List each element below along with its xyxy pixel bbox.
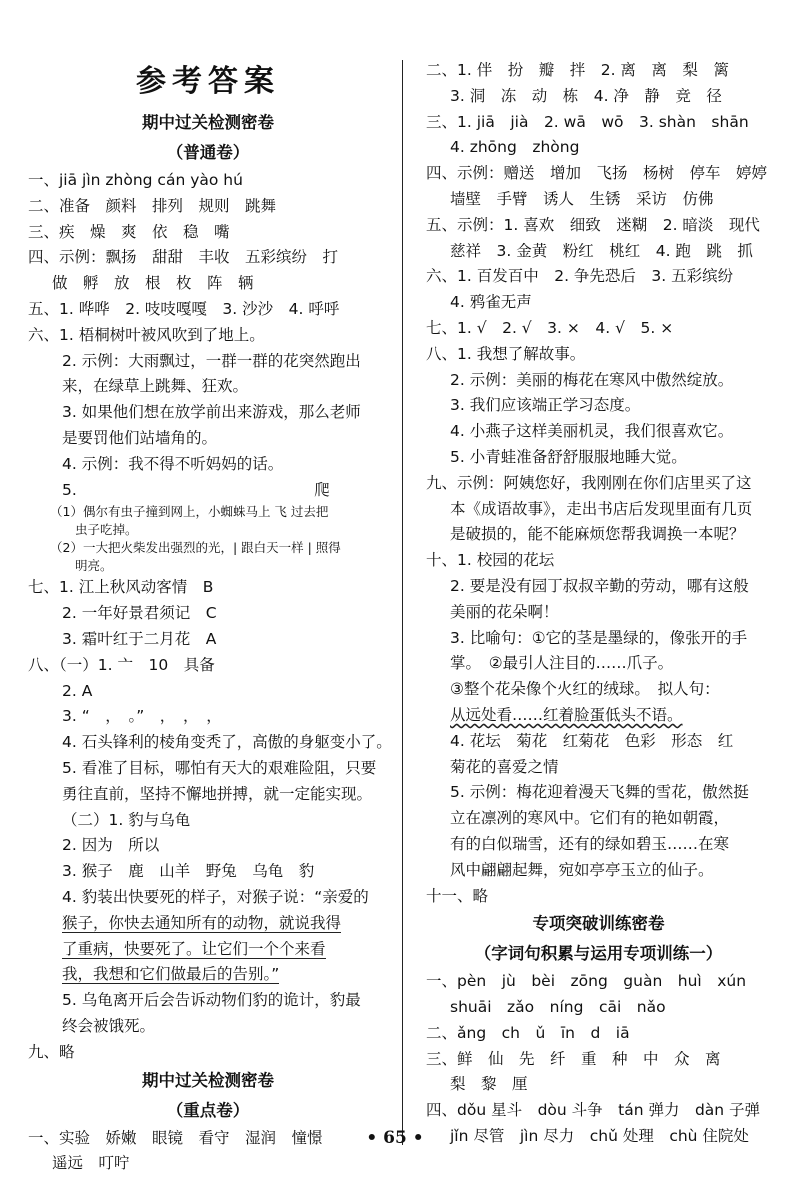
left-answers [28, 108, 392, 1177]
answer-line: （二）1. 豹与乌龟 [62, 810, 191, 829]
answer-line: 5. 爬 [62, 480, 330, 499]
answer-line: 4. 小燕子这样美丽机灵，我们很喜欢它。 [450, 422, 734, 441]
answer-line: 猴子，你快去通知所有的动物，就说我得 [62, 913, 342, 932]
section-title: 期中过关检测密卷 [142, 113, 274, 132]
answer-line: 五、1. 哗哗 2. 吱吱嘎嘎 3. 沙沙 4. 呼呼 [28, 299, 340, 318]
answer-line: 5. 小青蛙准备舒舒服服地睡大觉。 [450, 447, 687, 466]
answer-line: 美丽的花朵啊！ [450, 602, 559, 621]
answer-line: 六、1. 梧桐树叶被风吹到了地上。 [28, 325, 265, 344]
left-column [28, 58, 392, 1177]
answer-line: 勇往直前，坚持不懈地拼搏，就一定能实现。 [62, 784, 373, 803]
answer-line: 做 孵 放 根 枚 阵 辆 [52, 274, 254, 293]
answer-line: 3. 猴子 鹿 山羊 野兔 乌龟 豹 [62, 862, 315, 881]
answer-line: 遥远 叮咛 [52, 1154, 130, 1173]
answer-line: 立在凛冽的寒风中。它们有的艳如朝霞， [450, 809, 730, 828]
column-divider [402, 60, 403, 1145]
answer-line: 3. “ ， 。” ， ， ， [62, 707, 222, 726]
answer-line: 掌。 ②最引人注目的……爪子。 [450, 654, 674, 673]
answer-line: 慈祥 3. 金黄 粉红 桃红 4. 跑 跳 抓 [450, 241, 753, 260]
section-title: （普通卷） [166, 143, 250, 162]
answer-line: 二、准备 颜料 排列 规则 跳舞 [28, 196, 277, 215]
answer-line: 5. 乌龟离开后会告诉动物们豹的诡计，豹最 [62, 991, 361, 1010]
answer-line: 二、1. 伴 扮 瓣 拌 2. 离 离 梨 篱 [426, 61, 729, 79]
answer-line: 十一、略 [426, 886, 489, 905]
answer-line: 三、1. jiā jià 2. wā wō 3. shàn shān [426, 112, 749, 131]
page-title: 参考答案 [136, 64, 280, 99]
answer-line: 二、ǎng ch ǔ īn d iā [426, 1023, 630, 1042]
answer-subline: 明亮。 [50, 558, 113, 574]
answer-line: 十、1. 校园的花坛 [426, 551, 555, 570]
answer-line: 九、略 [28, 1042, 75, 1061]
answer-line: 八、（一）1. 亠 10 具备 [28, 655, 215, 674]
answer-line: 九、示例：阿姨您好，我刚刚在你们店里买了这 [426, 473, 752, 492]
answer-line: 梨 黎 厘 [450, 1075, 528, 1094]
section-title: 期中过关检测密卷 [142, 1070, 274, 1090]
answer-line: 四、示例：赠送 增加 飞扬 杨树 停车 婷婷 [426, 164, 768, 183]
answer-line: 四、dǒu 星斗 dòu 斗争 tán 弹力 dàn 子弹 [426, 1101, 761, 1120]
answer-line: 5. 示例：梅花迎着漫天飞舞的雪花，傲然挺 [450, 783, 749, 802]
answer-line: 我，我想和它们做最后的告别。” [62, 965, 280, 984]
answer-line: 从远处看……红着脸蛋低头不语。 [450, 705, 683, 724]
answer-line: ③整个花朵像个火红的绒球。 拟人句： [450, 680, 720, 699]
answer-line: 三、疾 燥 爽 依 稳 嘴 [28, 222, 230, 241]
answer-line: 4. 石头锋利的棱角变秃了，高傲的身躯变小了。 [62, 733, 392, 752]
answer-line: 一、jiā jìn zhòng cán yào hú [28, 171, 243, 189]
answer-line: 是要罚他们站墙角的。 [62, 428, 218, 447]
answer-line: shuāi zǎo níng cāi nǎo [450, 998, 666, 1017]
answer-line: 本《成语故事》，走出书店后发现里面有几页 [450, 499, 753, 518]
answer-line: 4. 鸦雀无声 [450, 293, 532, 312]
answer-line: 墙壁 手臂 诱人 生锈 采访 仿佛 [450, 189, 714, 208]
answer-line: 4. 花坛 菊花 红菊花 色彩 形态 红 [450, 731, 734, 750]
page-number: • 65 • [366, 1128, 424, 1148]
answer-line: 2. 示例：大雨飘过，一群一群的花突然跑出 [62, 351, 361, 370]
answer-line: 3. 霜叶红于二月花 A [62, 629, 217, 648]
answer-line: 七、1. √ 2. √ 3. × 4. √ 5. × [426, 318, 674, 337]
answer-line: 风中翩翩起舞，宛如亭亭玉立的仙子。 [450, 860, 714, 879]
answer-subline: （2）一大把火柴发出强烈的光，| 跟白天一样 | 照得 [50, 540, 341, 556]
answer-line: 2. A [62, 681, 93, 700]
answer-line: 2. 要是没有园丁叔叔辛勤的劳动，哪有这般 [450, 576, 749, 595]
answer-line: 有的白似瑞雪，还有的绿如碧玉……在寒 [450, 834, 730, 853]
answer-line: jǐn 尽管 jìn 尽力 chǔ 处理 chù 住院处 [450, 1127, 749, 1146]
answer-line: 终会被饿死。 [62, 1016, 156, 1035]
answer-line: 七、1. 江上秋风动客情 B [28, 578, 214, 597]
answer-line: 3. 如果他们想在放学前出来游戏，那么老师 [62, 403, 361, 422]
answer-line: 3. 我们应该端正学习态度。 [450, 396, 641, 415]
answer-subline: 虫子吃掉。 [50, 522, 138, 538]
answer-line: 四、示例：飘扬 甜甜 丰收 五彩缤纷 打 [28, 248, 339, 267]
answer-line: 4. 示例：我不得不听妈妈的话。 [62, 454, 284, 473]
answer-line: 一、pèn jù bèi zōng guàn huì xún [426, 972, 747, 991]
answer-line: 八、1. 我想了解故事。 [426, 344, 586, 363]
answer-line: 五、示例：1. 喜欢 细致 迷糊 2. 暗淡 现代 [426, 215, 760, 234]
answer-line: 2. 示例：美丽的梅花在寒风中傲然绽放。 [450, 370, 734, 389]
right-column [426, 58, 771, 1150]
answer-line: 3. 洞 冻 动 栋 4. 净 静 竞 径 [450, 86, 722, 105]
right-answers [426, 58, 771, 1150]
answer-line: 4. zhōng zhòng [450, 138, 580, 157]
answer-line: 5. 看准了目标，哪怕有天大的艰难险阻，只要 [62, 758, 377, 777]
answer-line: 3. 比喻句：①它的茎是墨绿的，像张开的手 [450, 628, 748, 647]
answer-line: 了重病，快要死了。让它们一个个来看 [62, 939, 326, 958]
answer-line: 一、实验 娇嫩 眼镜 看守 湿润 憧憬 [28, 1128, 323, 1147]
answer-line: 4. 豹装出快要死的样子，对猴子说：“亲爱的 [62, 887, 369, 906]
answer-line: 2. 因为 所以 [62, 836, 160, 855]
section-title: 专项突破训练密卷 [532, 914, 665, 934]
answer-line: 是破损的，能不能麻烦您帮我调换一本呢？ [450, 525, 745, 544]
answer-line: 六、1. 百发百中 2. 争先恐后 3. 五彩缤纷 [426, 267, 734, 286]
answer-line: 菊花的喜爱之情 [450, 757, 559, 776]
answer-line: 2. 一年好景君须记 C [62, 604, 217, 623]
answer-line: 来，在绿草上跳舞、狂欢。 [62, 377, 249, 396]
section-title: （重点卷） [166, 1100, 250, 1120]
answer-line: 三、鲜 仙 先 纤 重 种 中 众 离 [426, 1049, 721, 1068]
section-title: （字词句积累与运用专项训练一） [474, 944, 723, 964]
answer-subline: （1）偶尔有虫子撞到网上，小蜘蛛马上 飞 过去把 [50, 504, 329, 520]
